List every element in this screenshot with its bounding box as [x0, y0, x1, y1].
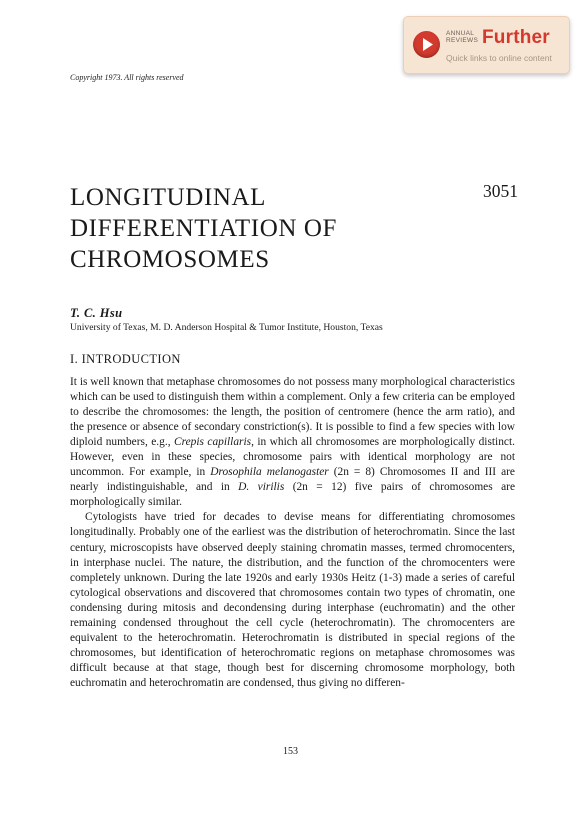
species-name: D. virilis	[238, 481, 285, 494]
section-heading: I. INTRODUCTION	[70, 352, 181, 366]
further-badge[interactable]	[403, 16, 570, 74]
paragraph: Cytologists have tried for decades to devise means for differentiating chromosomes longitudinally. Probably one of the earliest was the distribution of heterochromatin. Since the last century, microscopists have observed deeply staining chromatin masses, termed chromocenters, in interphase nuclei. The nature, the distribution, and the function of the chromocenters were completely unknown. During the late 1920s and early 1930s Heitz (1-3) made a series of careful cytological observations and discovered that chromosomes contain two types of chromatin, one condensing during mitosis and decondensing during interphase (euchromatin) and the other remaining condensed throughout the cell cycle (heterochromatin). The chromocenters are equivalent to the heterochromatin. Heterochromatin is distributed in special regions of the chromosomes, but identification of heterochromatic regions on metaphase chromosomes was difficult because at that stage, though best for discerning chromosome morphology, both euchromatin and heterochromatin are condensed, thus giving no differen-	[70, 511, 515, 689]
further-subtitle: Quick links to online content	[446, 53, 552, 63]
play-arrow-icon	[413, 31, 440, 58]
article-code: 3051	[483, 181, 518, 201]
paragraph: It is well known that metaphase chromosomes do not possess many morphological characteristics which can be used to distinguish them within a complement. Only a few criteria can be employed to describe the chromosomes: the length, the position of centromere (hence the arm ratio), and the presence or absence of secondary constriction(s). It is possible to find a few species with low diploid numbers, e.g., Crepis capillaris, in which all chromosomes are morphologically distinct. However, even in these species, chromosome pairs with identical morphology are not uncommon. For example, in Drosophila melanogaster (2n = 8) Chromosomes II and III are nearly indistinguishable, and in D. virilis (2n = 12) five pairs of chromosomes are morphologically similar.	[70, 376, 515, 509]
title-line: DIFFERENTIATION OF	[70, 215, 338, 242]
annual-reviews-logo: ANNUAL REVIEWS	[446, 30, 479, 44]
title-line: LONGITUDINAL	[70, 184, 267, 211]
page-number: 153	[283, 746, 298, 757]
copyright-notice: Copyright 1973. All rights reserved	[70, 73, 184, 82]
further-label: Further	[482, 27, 550, 48]
title-line: CHROMOSOMES	[70, 246, 270, 273]
author-name: T. C. Hsu	[70, 306, 123, 320]
body-text	[70, 375, 515, 691]
species-name: Crepis capillaris	[174, 436, 252, 449]
author-affiliation: University of Texas, M. D. Anderson Hospital & Tumor Institute, Houston, Texas	[70, 322, 383, 333]
species-name: Drosophila melanogaster	[210, 466, 329, 479]
article-title	[70, 182, 337, 275]
